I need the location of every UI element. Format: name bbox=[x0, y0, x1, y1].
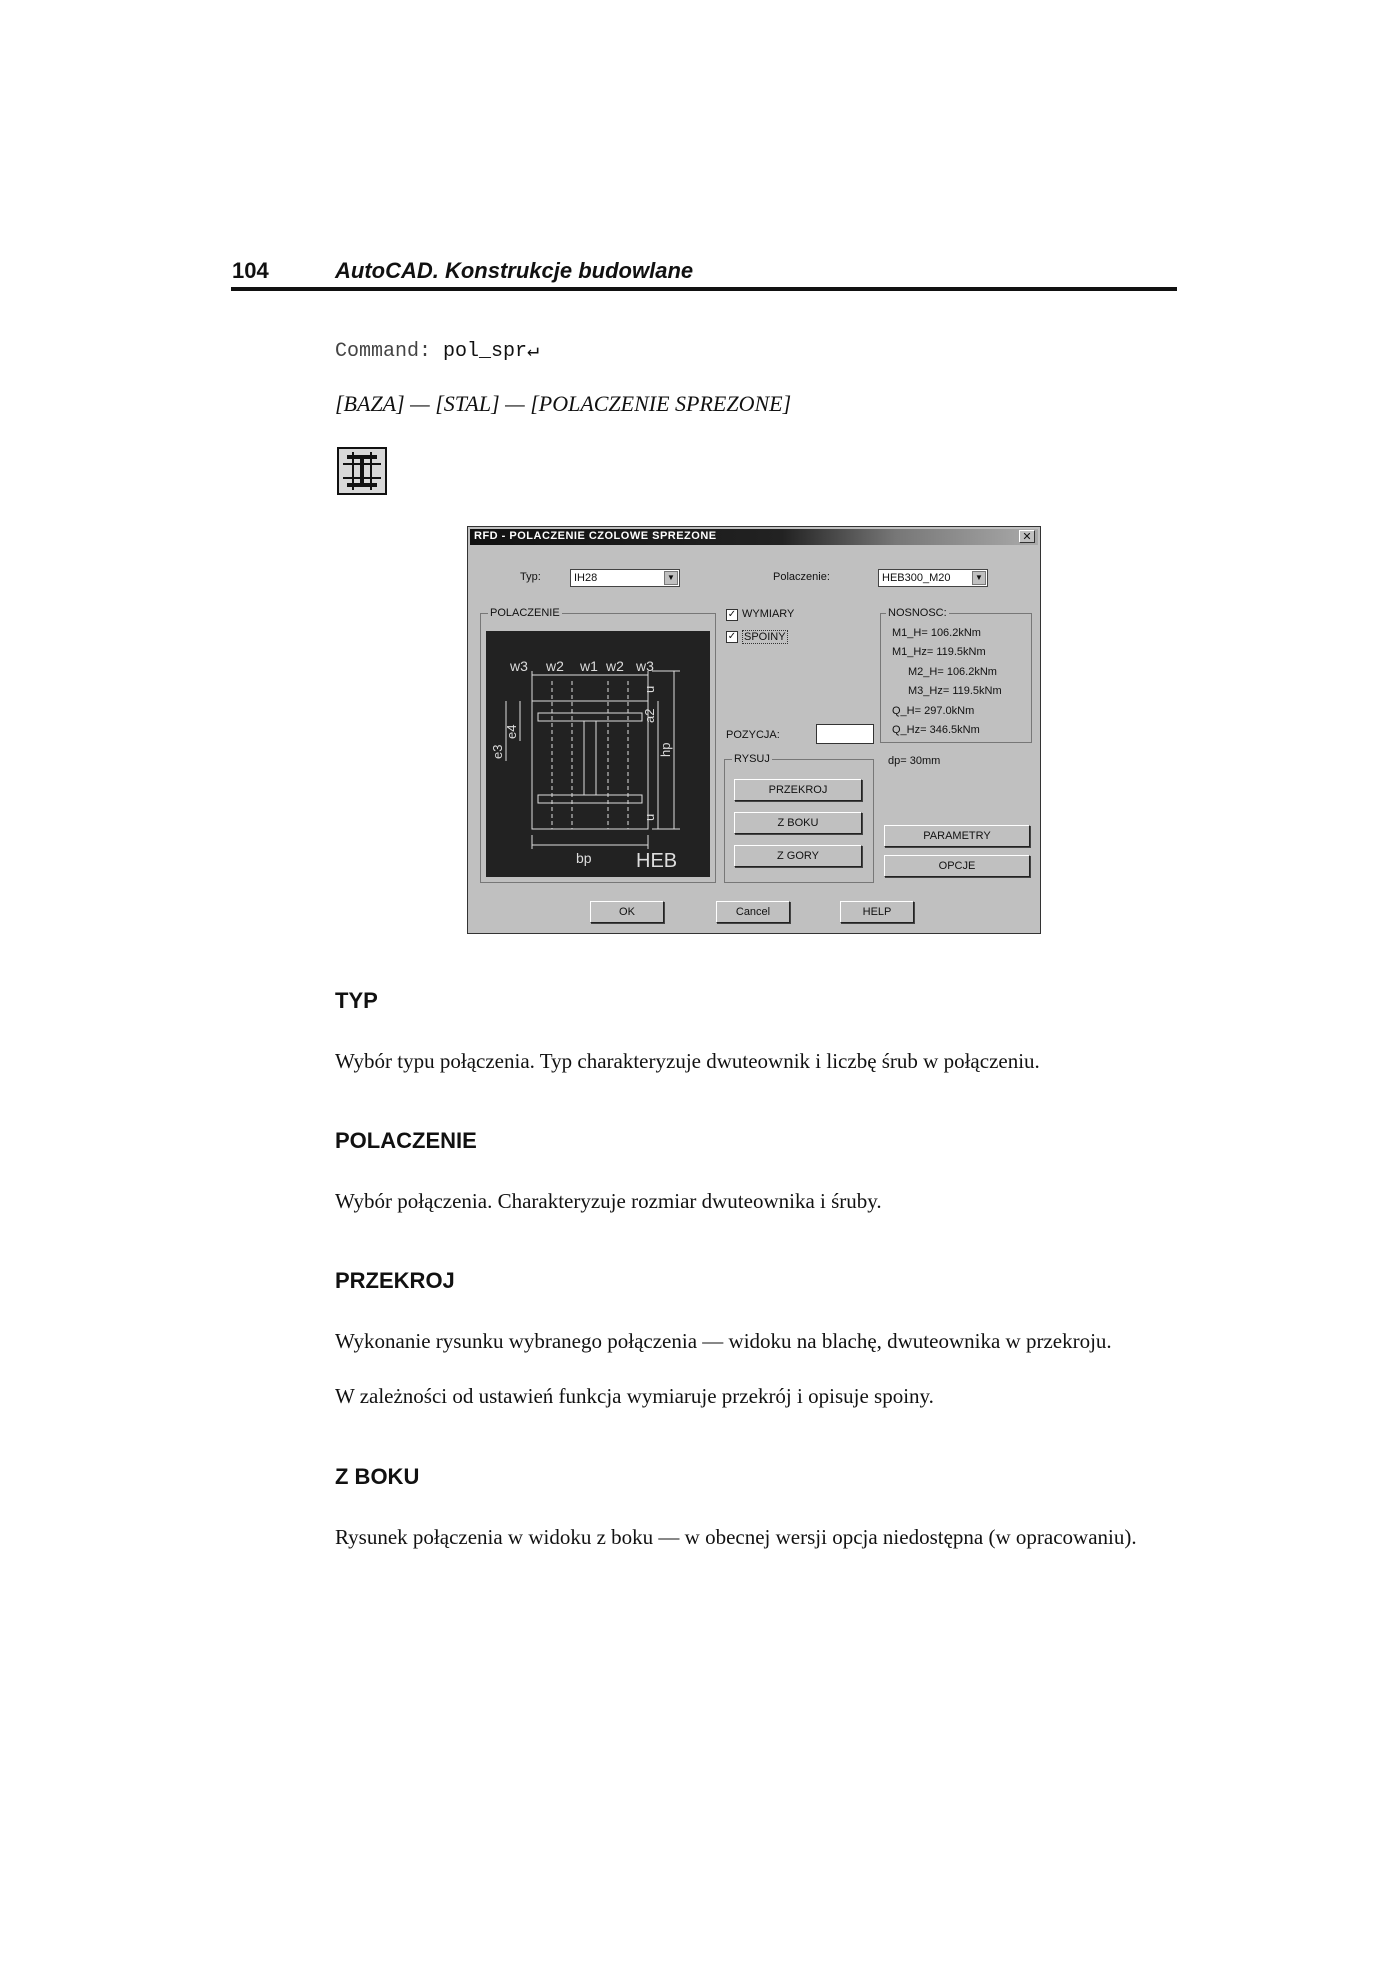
dim-w1: w1 bbox=[580, 658, 598, 674]
pozycja-input[interactable] bbox=[816, 724, 874, 744]
pozycja-label: POZYCJA: bbox=[726, 729, 780, 741]
connection-tool-icon[interactable] bbox=[337, 447, 387, 495]
dp-value: dp= 30mm bbox=[888, 755, 941, 767]
paragraph-polaczenie: Wybór połączenia. Charakteryzuje rozmiar dwuteownika i śruby. bbox=[335, 1189, 882, 1213]
heading-z-boku: Z BOKU bbox=[335, 1464, 420, 1489]
typ-label: Typ: bbox=[520, 571, 541, 583]
polaczenie-value: HEB300_M20 bbox=[882, 572, 951, 584]
wymiary-checkbox[interactable]: ✓ bbox=[727, 609, 737, 620]
profile-heb: HEB bbox=[636, 850, 678, 872]
book-title: AutoCAD. Konstrukcje budowlane bbox=[335, 258, 694, 283]
command-input: pol_spr↵ bbox=[443, 340, 540, 363]
result-m1-h: M1_H= 106.2kNm bbox=[892, 627, 981, 639]
page-number: 104 bbox=[232, 258, 269, 283]
heading-polaczenie: POLACZENIE bbox=[335, 1128, 477, 1153]
spoiny-checkbox[interactable]: ✓ bbox=[727, 631, 737, 642]
typ-select[interactable] bbox=[570, 569, 680, 587]
polaczenie-group-title: POLACZENIE bbox=[490, 607, 560, 619]
nosnosc-group-title: NOSNOSC: bbox=[888, 607, 947, 619]
menu-path: [BAZA] — [STAL] — [POLACZENIE SPREZONE] bbox=[335, 391, 792, 416]
parametry-button[interactable]: PARAMETRY bbox=[884, 825, 1030, 847]
spoiny-label: SPOINY bbox=[744, 631, 786, 643]
command-line bbox=[335, 337, 539, 363]
cancel-button[interactable]: Cancel bbox=[716, 901, 790, 923]
command-label: Command: bbox=[335, 340, 432, 363]
result-m3-hz: M3_Hz= 119.5kNm bbox=[908, 685, 1002, 697]
wymiary-label: WYMIARY bbox=[742, 608, 795, 620]
result-q-h: Q_H= 297.0kNm bbox=[892, 705, 975, 717]
ok-button[interactable]: OK bbox=[590, 901, 664, 923]
z-boku-button[interactable]: Z BOKU bbox=[734, 812, 862, 834]
polaczenie-select[interactable] bbox=[878, 569, 988, 587]
typ-value: IH28 bbox=[574, 572, 598, 584]
dim-u-top: u bbox=[642, 685, 657, 693]
dim-w2-left: w2 bbox=[546, 658, 564, 674]
dialog-polaczenie-sprezone bbox=[467, 526, 1041, 934]
polaczenie-label: Polaczenie: bbox=[773, 571, 830, 583]
przekroj-button[interactable]: PRZEKROJ bbox=[734, 779, 862, 801]
z-gory-button[interactable]: Z GORY bbox=[734, 845, 862, 867]
opcje-button[interactable]: OPCJE bbox=[884, 855, 1030, 877]
help-button[interactable]: HELP bbox=[840, 901, 914, 923]
rysuj-group-title: RYSUJ bbox=[734, 753, 770, 765]
paragraph-przekroj-2: W zależności od ustawień funkcja wymiaruje przekrój i opisuje spoiny. bbox=[335, 1384, 934, 1408]
close-icon[interactable]: ✕ bbox=[1019, 530, 1035, 543]
paragraph-typ: Wybór typu połączenia. Typ charakteryzuje dwuteownik i liczbę śrub w połączeniu. bbox=[335, 1049, 1040, 1073]
connection-preview bbox=[486, 631, 710, 877]
heading-typ: TYP bbox=[335, 988, 378, 1013]
dim-w2-right: w2 bbox=[606, 658, 624, 674]
chevron-down-icon[interactable]: ▼ bbox=[972, 571, 986, 585]
dialog-titlebar[interactable] bbox=[470, 529, 1038, 545]
dim-w3-left: w3 bbox=[510, 658, 528, 674]
dim-e4: e4 bbox=[504, 724, 519, 739]
chevron-down-icon[interactable]: ▼ bbox=[664, 571, 678, 585]
heading-przekroj: PRZEKROJ bbox=[335, 1268, 455, 1293]
dim-hp: hp bbox=[658, 742, 673, 757]
header-rule bbox=[231, 287, 1177, 291]
paragraph-z-boku: Rysunek połączenia w widoku z boku — w obecnej wersji opcja niedostępna (w opracowaniu). bbox=[335, 1525, 1137, 1549]
dim-bp: bp bbox=[576, 850, 592, 866]
dim-e3: e3 bbox=[490, 744, 505, 759]
dim-a2: a2 bbox=[642, 708, 657, 723]
result-m1-hz: M1_Hz= 119.5kNm bbox=[892, 646, 986, 658]
dim-u-bottom: u bbox=[642, 813, 657, 821]
result-m2-h: M2_H= 106.2kNm bbox=[908, 666, 997, 678]
result-q-hz: Q_Hz= 346.5kNm bbox=[892, 724, 980, 736]
dim-w3-right: w3 bbox=[636, 658, 654, 674]
paragraph-przekroj-1: Wykonanie rysunku wybranego połączenia — widoku na blachę, dwuteownika w przekroju. bbox=[335, 1329, 1112, 1353]
dialog-title: RFD - POLACZENIE CZOLOWE SPREZONE bbox=[474, 530, 717, 542]
